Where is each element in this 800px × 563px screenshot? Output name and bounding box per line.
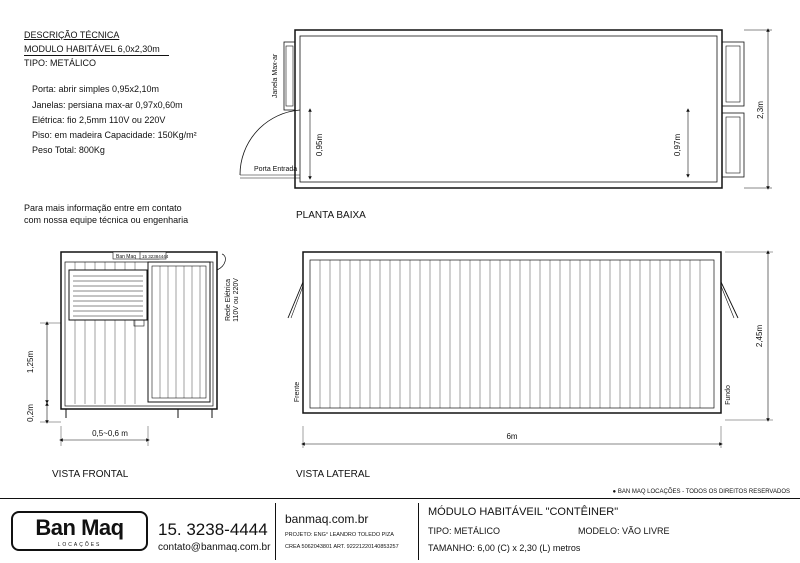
spec-type: TIPO: METÁLICO: [24, 58, 97, 68]
front-plate-brand: Ban Maq: [116, 254, 137, 260]
front-plate-phone: 15 32384444: [142, 254, 169, 259]
window-dimension: 0,97m: [673, 133, 682, 157]
footer-project: PROJETO: ENG° LEANDRO TOLEDO PIZA: [285, 532, 394, 538]
brand-sub: LOCAÇÕES: [57, 542, 102, 548]
window-label: Janela Max-ar: [272, 53, 279, 99]
footer-crea: CREA 5062043801 ART. 92221220140853257: [285, 544, 399, 550]
front-view-title: VISTA FRONTAL: [52, 469, 129, 480]
plan-title: PLANTA BAIXA: [296, 210, 366, 221]
copyright: ● BAN MAQ LOCAÇÕES - TODOS OS DIREITOS RESERVADOS: [612, 489, 790, 495]
width-dimension: 2,3m: [756, 101, 765, 119]
side-view: [288, 252, 773, 448]
spec-model: MODULO HABITÁVEL 6,0x2,30m: [24, 44, 160, 54]
spec-weight: Peso Total: 800Kg: [32, 145, 105, 155]
side-view-title: VISTA LATERAL: [296, 469, 371, 480]
footer-type: TIPO: METÁLICO: [428, 526, 501, 536]
door-label: Porta Entrada: [254, 166, 298, 173]
floor-plan: [240, 30, 772, 188]
spec-floor: Piso: em madeira Capacidade: 150Kg/m²: [32, 130, 197, 140]
spec-door: Porta: abrir simples 0,95x2,10m: [32, 84, 160, 94]
contact-note-2: com nossa equipe técnica ou engenharia: [24, 215, 189, 225]
electrical-label-1: Rede Elétrica: [225, 278, 232, 322]
footer-site: banmaq.com.br: [285, 512, 369, 526]
side-back-label: Fundo: [725, 385, 732, 405]
side-front-label: Frente: [294, 381, 301, 403]
contact-note-1: Para mais informação entre em contato: [24, 203, 182, 213]
brand-logo: [11, 511, 148, 551]
side-length-dim: 6m: [506, 432, 518, 441]
spec-electrical: Elétrica: fio 2,5mm 110V ou 220V: [32, 115, 166, 125]
footer-module-title: MÓDULO HABITÁVEIL "CONTÊINER": [428, 506, 619, 518]
brand-name: Ban Maq: [35, 515, 124, 540]
footer-divider-2: [418, 503, 419, 560]
side-height-dim: 2,45m: [755, 324, 764, 348]
front-width-dim: 0,5~0,6 m: [92, 429, 128, 438]
footer-divider-1: [275, 503, 276, 560]
footer-size: TAMANHO: 6,00 (C) x 2,30 (L) metros: [428, 543, 581, 553]
front-base-dim: 0,2m: [26, 404, 35, 422]
footer-email: contato@banmaq.com.br: [158, 542, 271, 553]
footer-model: MODELO: VÃO LIVRE: [578, 526, 670, 536]
spec-windows: Janelas: persiana max-ar 0,97x0,60m: [32, 100, 183, 110]
front-view: [40, 252, 225, 446]
spec-title: DESCRIÇÃO TÉCNICA: [24, 30, 120, 40]
footer-top-line: [0, 498, 800, 499]
front-window-height-dim: 1,25m: [26, 350, 35, 374]
electrical-label-2: 110V ou 220V: [233, 278, 240, 322]
door-dimension: 0,95m: [315, 133, 324, 157]
footer-phone: 15. 3238-4444: [158, 520, 268, 539]
